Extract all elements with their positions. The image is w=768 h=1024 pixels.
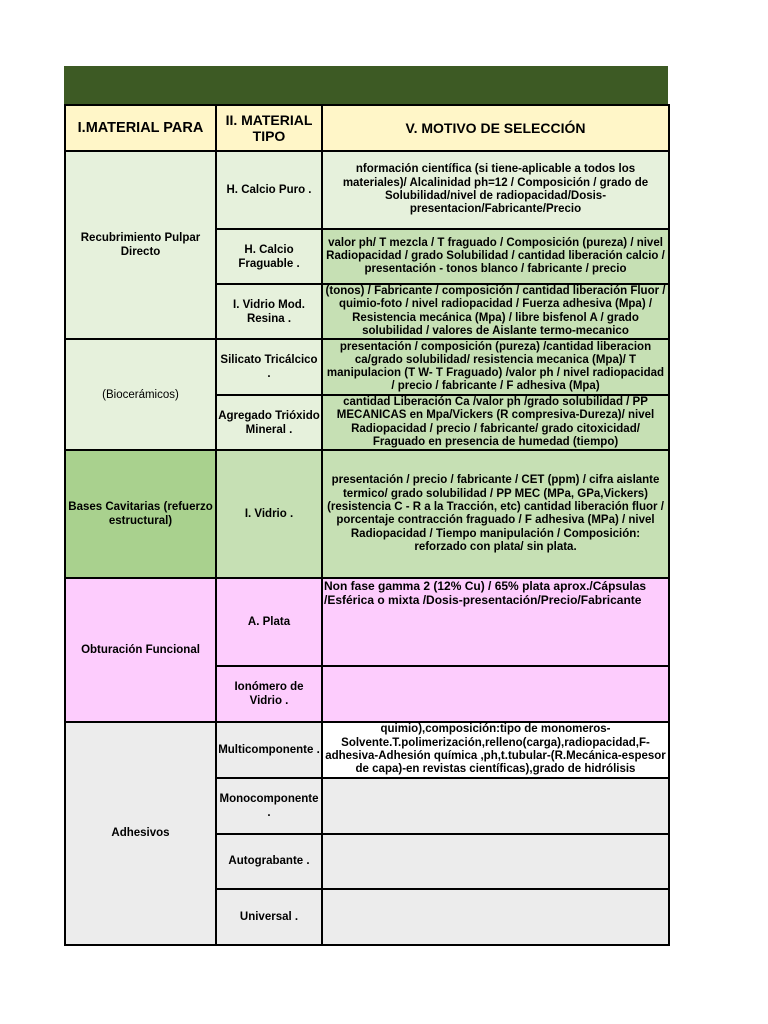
- table-row: [65, 151, 669, 229]
- group-bases-cavitarias[interactable]: Bases Cavitarias (refuerzo estructural): [65, 450, 216, 578]
- motivo-cell[interactable]: (tonos) / Fabricante / composición / cantidad liberación Fluor / quimio-foto / nivel radiopacidad / Fuerza adhesiva (Mpa) / Resistencia mecánica (Mpa) / libre bisfenol A / grado solubilidad / valores de Aislante termo-mecanico: [322, 284, 669, 339]
- motivo-cell[interactable]: nformación científica (si tiene-aplicable a todos los materiales)/ Alcalinidad ph=12 / Composición / grado de Solubilidad/nivel de radiopacidad/Dosis-presentacion/Fabricante/Precio: [322, 151, 669, 229]
- tipo-cell[interactable]: Agregado Trióxido Mineral .: [216, 395, 322, 450]
- table-row: [65, 578, 669, 666]
- tipo-cell[interactable]: Ionómero de Vidrio .: [216, 666, 322, 722]
- group-adhesivos[interactable]: Adhesivos: [65, 722, 216, 944]
- motivo-cell[interactable]: [322, 778, 669, 834]
- tipo-cell[interactable]: I. Vidrio .: [216, 450, 322, 578]
- motivo-cell[interactable]: [322, 889, 669, 945]
- table-row: [65, 339, 669, 395]
- table-row: [65, 722, 669, 777]
- group-bioceramicos[interactable]: (Biocerámicos): [65, 339, 216, 450]
- tipo-cell[interactable]: Monocomponente .: [216, 778, 322, 834]
- header-material-tipo[interactable]: II. MATERIAL TIPO: [216, 105, 322, 151]
- motivo-cell[interactable]: cantidad Liberación Ca /valor ph /grado solubilidad / PP MECANICAS en Mpa/Vickers (R compresiva-Dureza)/ nivel Radiopacidad / precio / fabricante/ grado citoxicidad/ Fraguado en presencia de humedad (tiempo): [322, 395, 669, 450]
- motivo-cell[interactable]: Non fase gamma 2 (12% Cu) / 65% plata aprox./Cápsulas /Esférica o mixta /Dosis-presentación/Precio/Fabricante: [322, 578, 669, 666]
- tipo-cell[interactable]: Multicomponente .: [216, 722, 322, 777]
- group-recubrimiento-pulpar[interactable]: Recubrimiento Pulpar Directo: [65, 151, 216, 339]
- motivo-cell[interactable]: quimio),composición:tipo de monomeros-Solvente.T.polimerización,relleno(carga),radiopacidad,F-adhesiva-Adhesión química ,ph,t.tubular-(R.Mecánica-espesor de capa)-en revistas científicas),grado de hidrólisis: [322, 722, 669, 777]
- tipo-cell[interactable]: Autograbante .: [216, 834, 322, 889]
- motivo-cell[interactable]: [322, 834, 669, 889]
- motivo-cell[interactable]: presentación / precio / fabricante / CET (ppm) / cifra aislante termico/ grado solubilidad / PP MEC (MPa, GPa,Vickers) (resistencia C - R a la Tracción, etc) cantidad liberación fluor / porcentaje contracción fraguado / F adhesiva (MPa) / nivel Radiopacidad / Tiempo manipulación / Composición: reforzado con plata/ sin plata.: [322, 450, 669, 578]
- group-obturacion-funcional[interactable]: Obturación Funcional: [65, 578, 216, 722]
- tipo-cell[interactable]: H. Calcio Fraguable .: [216, 229, 322, 284]
- tipo-cell[interactable]: I. Vidrio Mod. Resina .: [216, 284, 322, 339]
- header-material-para[interactable]: I.MATERIAL PARA: [65, 105, 216, 151]
- header-row: [65, 105, 669, 151]
- motivo-cell[interactable]: presentación / composición (pureza) /cantidad liberacion ca/grado solubilidad/ resistencia mecanica (Mpa)/ T manipulacion (T W- T Fraguado) /valor ph / nivel radiopacidad / precio / fabricante / F adhesiva (Mpa): [322, 339, 669, 395]
- table-row: [65, 450, 669, 578]
- motivo-cell[interactable]: valor ph/ T mezcla / T fraguado / Composición (pureza) / nivel Radiopacidad / grado Solubilidad / cantidad liberación calcio / presentación - tonos blanco / fabricante / precio: [322, 229, 669, 284]
- motivo-cell[interactable]: [322, 666, 669, 722]
- tipo-cell[interactable]: A. Plata: [216, 578, 322, 666]
- material-selection-table: [64, 104, 670, 946]
- header-motivo-seleccion[interactable]: V. MOTIVO DE SELECCIÓN: [322, 105, 669, 151]
- sheet-title-bar: [64, 66, 668, 104]
- tipo-cell[interactable]: Universal .: [216, 889, 322, 945]
- tipo-cell[interactable]: Silicato Tricálcico .: [216, 339, 322, 395]
- tipo-cell[interactable]: H. Calcio Puro .: [216, 151, 322, 229]
